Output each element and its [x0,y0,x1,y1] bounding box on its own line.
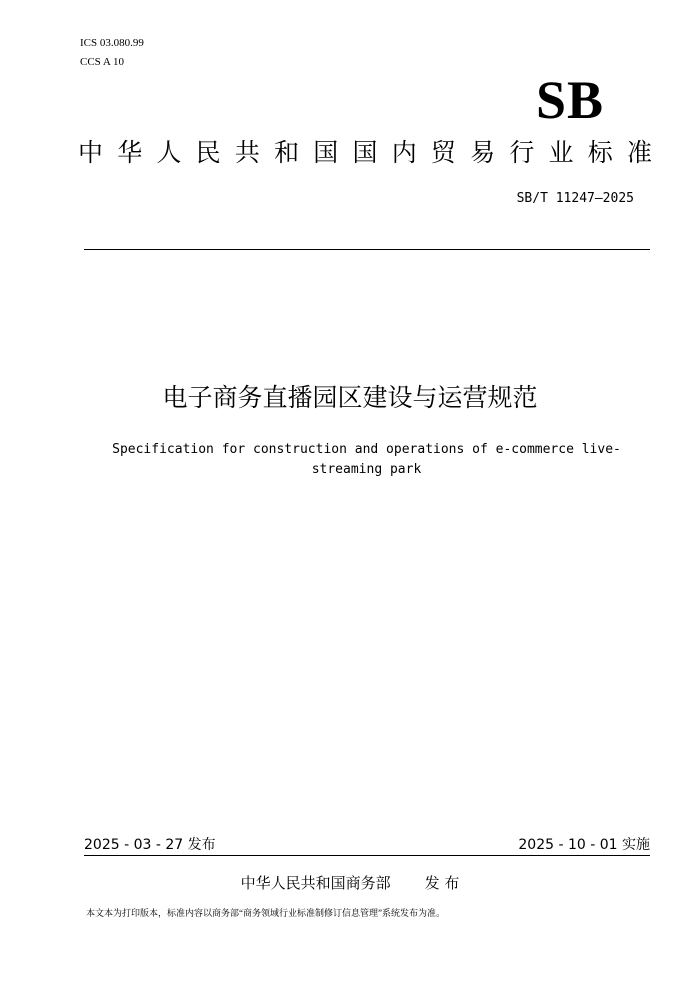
document-title-cn: 电子商务直播园区建设与运营规范 [162,383,538,412]
classification-codes [80,34,144,72]
document-title-en: Specification for construction and operations of e-commerce live-streaming park [112,442,621,477]
top-divider [84,249,650,250]
issuer-name: 中华人民共和国商务部 [240,874,391,892]
standard-number: SB/T 11247—2025 [516,191,634,206]
standard-category-title: 中华人民共和国国内贸易行业标准 [78,138,652,167]
print-version-note: 本文本为打印版本，标准内容以商务部“商务领域行业标准制修订信息管理”系统发布为准。 [86,908,445,918]
bottom-divider [84,855,650,856]
implementation-date: 2025 - 10 - 01 实施 [518,837,650,853]
issuer-line [0,872,700,894]
sb-logo: SB [535,70,604,130]
ics-code: ICS 03.080.99 [80,37,144,49]
ccs-code: CCS A 10 [80,56,125,68]
issuer-action: 发 布 [424,874,460,892]
issue-date: 2025 - 03 - 27 发布 [84,837,216,853]
